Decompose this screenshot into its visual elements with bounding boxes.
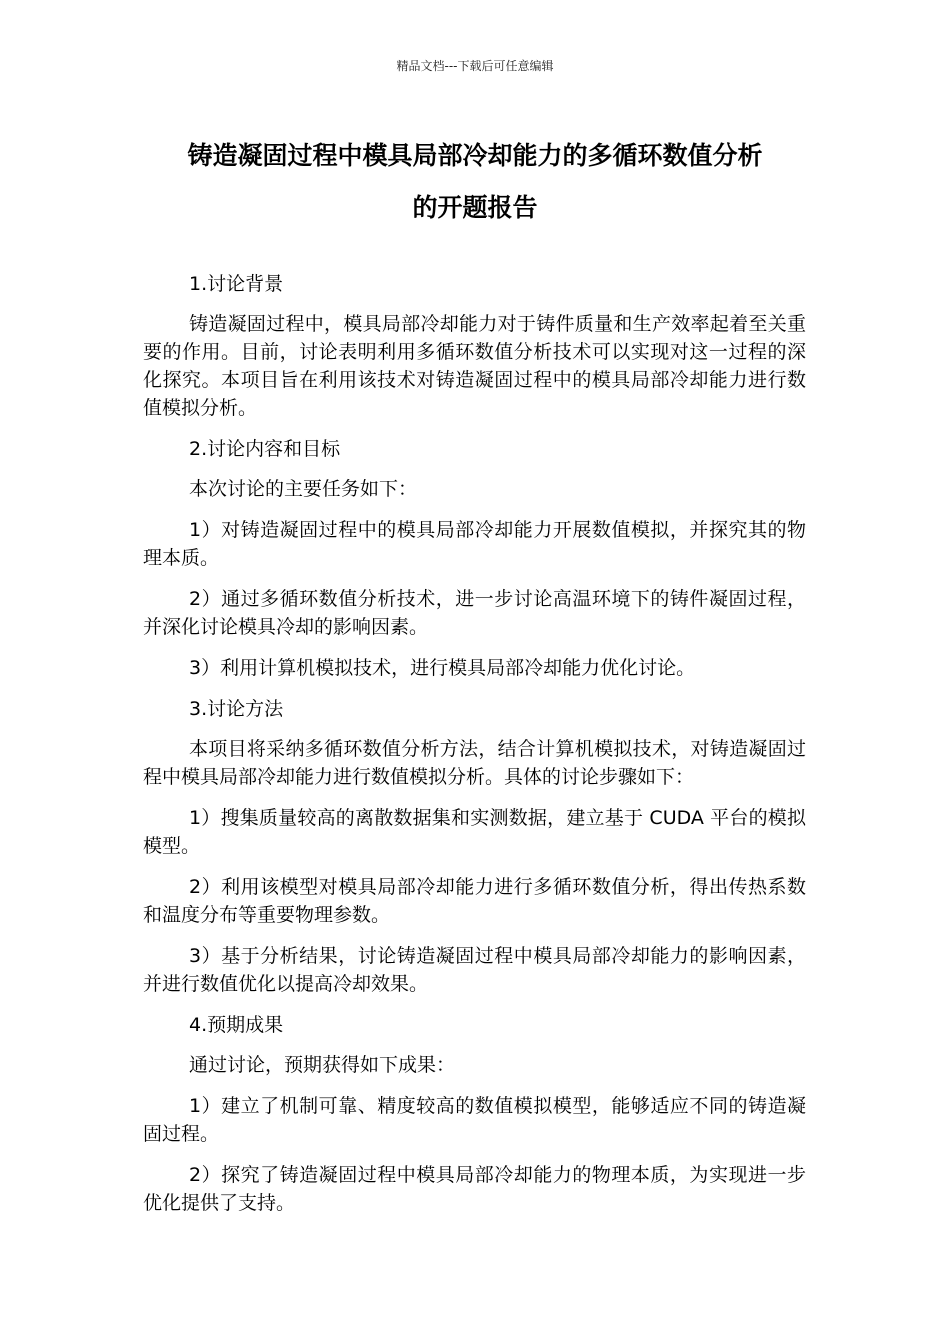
list-item-task-3: 3）利用计算机模拟技术，进行模具局部冷却能力优化讨论。	[189, 657, 696, 679]
list-item-step-3: 3）基于分析结果，讨论铸造凝固过程中模具局部冷却能力的影响因素，并进行数值优化以提高冷却效果。	[143, 945, 806, 995]
page-header-note: 精品文档---下载后可任意编辑	[396, 59, 554, 73]
document-title-line-1: 铸造凝固过程中模具局部冷却能力的多循环数值分析	[187, 141, 763, 170]
list-item-result-2: 2）探究了铸造凝固过程中模具局部冷却能力的物理本质，为实现进一步优化提供了支持。	[143, 1164, 806, 1214]
paragraph-method: 本项目将采纳多循环数值分析方法，结合计算机模拟技术，对铸造凝固过程中模具局部冷却能力进行数值模拟分析。具体的讨论步骤如下：	[143, 738, 806, 788]
section-heading-background: 1.讨论背景	[189, 273, 284, 295]
section-heading-expected-results: 4.预期成果	[189, 1014, 284, 1036]
section-heading-method: 3.讨论方法	[189, 698, 284, 720]
document-title-line-2: 的开题报告	[412, 193, 538, 222]
document-title	[140, 130, 810, 234]
section-heading-content-goals: 2.讨论内容和目标	[189, 438, 341, 460]
paragraph-background: 铸造凝固过程中，模具局部冷却能力对于铸件质量和生产效率起着至关重要的作用。目前，讨论表明利用多循环数值分析技术可以实现对这一过程的深化探究。本项目旨在利用该技术对铸造凝固过程中的模具局部冷却能力进行数值模拟分析。	[143, 313, 806, 419]
paragraph-tasks-intro: 本次讨论的主要任务如下：	[189, 478, 418, 500]
list-item-step-1: 1）搜集质量较高的离散数据集和实测数据，建立基于 CUDA 平台的模拟模型。	[143, 807, 806, 857]
list-item-task-1: 1）对铸造凝固过程中的模具局部冷却能力开展数值模拟，并探究其的物理本质。	[143, 519, 806, 569]
list-item-task-2: 2）通过多循环数值分析技术，进一步讨论高温环境下的铸件凝固过程，并深化讨论模具冷却的影响因素。	[143, 588, 806, 638]
document-body	[143, 270, 806, 1230]
list-item-result-1: 1）建立了机制可靠、精度较高的数值模拟模型，能够适应不同的铸造凝固过程。	[143, 1095, 806, 1145]
list-item-step-2: 2）利用该模型对模具局部冷却能力进行多循环数值分析，得出传热系数和温度分布等重要物理参数。	[143, 876, 806, 926]
paragraph-results-intro: 通过讨论，预期获得如下成果：	[189, 1054, 456, 1076]
